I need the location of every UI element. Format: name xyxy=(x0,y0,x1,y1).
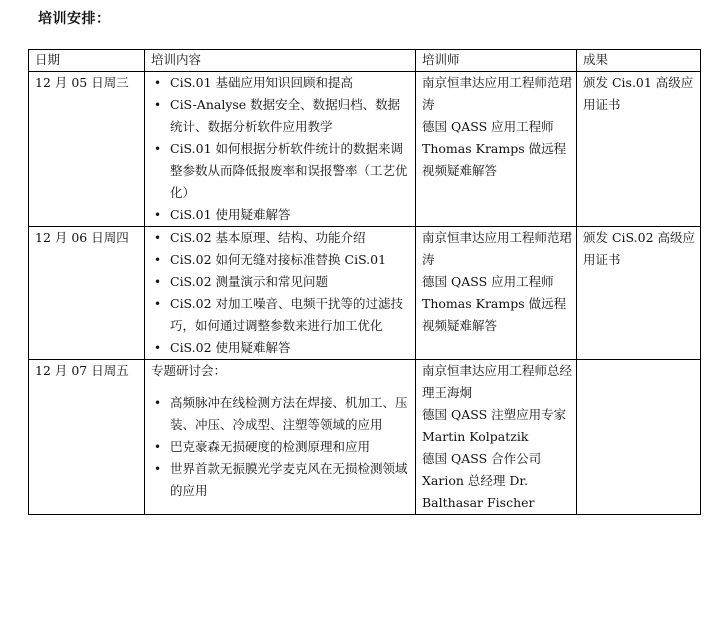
topic-item: • CiS.02 使用疑难解答 xyxy=(151,337,411,359)
table-header-row xyxy=(29,50,701,72)
topic-item: • 世界首款无振膜光学麦克风在无损检测领域的应用 xyxy=(151,458,411,502)
trainer-cell xyxy=(416,360,577,515)
header-date: 日期 xyxy=(29,50,145,72)
topic-item: • CiS-Analyse 数据安全、数据归档、数据统计、数据分析软件应用教学 xyxy=(151,94,411,138)
content-cell xyxy=(145,72,416,227)
topic-item: • CiS.02 测量演示和常见问题 xyxy=(151,271,411,293)
topic-item: • CiS.02 如何无缝对接标准替换 CiS.01 xyxy=(151,249,411,271)
header-result: 成果 xyxy=(577,50,701,72)
trainer-line: 南京恒聿达应用工程师总经理王海炯 xyxy=(422,363,573,400)
trainer-line: 德国 QASS 应用工程师 Thomas Kramps 做远程视频疑难解答 xyxy=(422,274,567,333)
header-trainer: 培训师 xyxy=(416,50,577,72)
training-schedule-table xyxy=(28,49,701,515)
page-title: 培训安排： xyxy=(38,11,111,27)
topic-item: • CiS.02 对加工噪音、电频干扰等的过滤技巧，如何通过调整参数来进行加工优化 xyxy=(151,293,411,337)
header-content: 培训内容 xyxy=(145,50,416,72)
trainer-line: 德国 QASS 注塑应用专家 Martin Kolpatzik xyxy=(422,407,567,444)
trainer-cell xyxy=(416,227,577,360)
seminar-intro: 专题研讨会： xyxy=(151,363,227,378)
result-text: 颁发 CiS.02 高级应用证书 xyxy=(583,230,696,267)
result-cell xyxy=(577,360,701,515)
trainer-line: 德国 QASS 应用工程师 Thomas Kramps 做远程视频疑难解答 xyxy=(422,119,567,178)
trainer-line: 德国 QASS 合作公司 Xarion 总经理 Dr. Balthasar Fischer xyxy=(422,451,542,510)
topic-item: • CiS.01 基础应用知识回顾和提高 xyxy=(151,72,411,94)
topic-item: • CiS.01 使用疑难解答 xyxy=(151,204,411,226)
topic-item: • CiS.01 如何根据分析软件统计的数据来调整参数从而降低报废率和误报警率（工艺优化） xyxy=(151,138,411,204)
trainer-line: 南京恒聿达应用工程师范珺涛 xyxy=(422,230,573,267)
result-cell xyxy=(577,227,701,360)
result-cell xyxy=(577,72,701,227)
table-row xyxy=(29,72,701,227)
trainer-line: 南京恒聿达应用工程师范珺涛 xyxy=(422,75,573,112)
table-row xyxy=(29,360,701,515)
topic-list xyxy=(151,72,411,226)
date-cell: 12 月 07 日周五 xyxy=(29,360,145,515)
topic-item: • 高频脉冲在线检测方法在焊接、机加工、压装、冲压、冷成型、注塑等领域的应用 xyxy=(151,392,411,436)
table-row xyxy=(29,227,701,360)
date-cell: 12 月 05 日周三 xyxy=(29,72,145,227)
result-text: 颁发 Cis.01 高级应用证书 xyxy=(583,75,694,112)
date-cell: 12 月 06 日周四 xyxy=(29,227,145,360)
content-cell xyxy=(145,227,416,360)
trainer-cell xyxy=(416,72,577,227)
topic-list xyxy=(151,392,411,502)
topic-item: • CiS.02 基本原理、结构、功能介绍 xyxy=(151,227,411,249)
content-cell xyxy=(145,360,416,515)
topic-list xyxy=(151,227,411,359)
topic-item: • 巴克豪森无损硬度的检测原理和应用 xyxy=(151,436,411,458)
